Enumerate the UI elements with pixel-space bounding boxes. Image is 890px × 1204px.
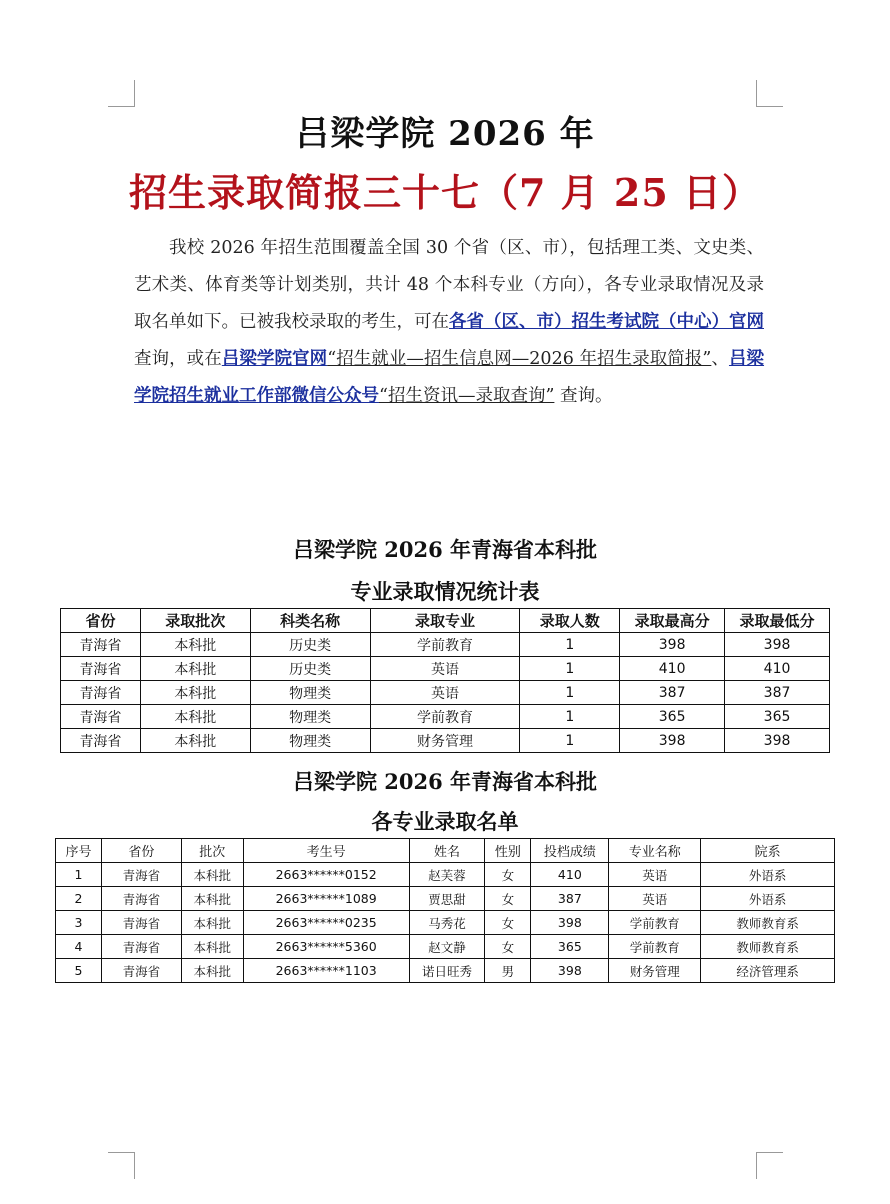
table-row: [56, 959, 835, 983]
cell-min-score: 365: [725, 705, 830, 729]
cell-category: 物理类: [250, 705, 370, 729]
website-path-text: “招生就业—招生信息网—2026 年招生录取简报”: [327, 349, 712, 369]
header-major: 录取专业: [370, 609, 520, 633]
header-department: 院系: [701, 839, 835, 863]
cell-count: 1: [520, 705, 620, 729]
cell-department: 经济管理系: [701, 959, 835, 983]
page-corner-mark: [756, 1152, 783, 1179]
cell-seq: 5: [56, 959, 102, 983]
cell-min-score: 387: [725, 681, 830, 705]
cell-seq: 2: [56, 887, 102, 911]
cell-max-score: 398: [620, 633, 725, 657]
cell-exam-number: 2663******0235: [243, 911, 409, 935]
admission-stats-table: [60, 608, 830, 753]
header-category: 科类名称: [250, 609, 370, 633]
cell-max-score: 387: [620, 681, 725, 705]
cell-batch: 本科批: [140, 657, 250, 681]
cell-province: 青海省: [101, 887, 181, 911]
cell-major: 英语: [609, 887, 701, 911]
roster-table-title: 吕梁学院 2026 年青海省本科批: [292, 769, 598, 794]
cell-batch: 本科批: [140, 729, 250, 753]
cell-province: 青海省: [101, 935, 181, 959]
cell-min-score: 410: [725, 657, 830, 681]
cell-province: 青海省: [101, 863, 181, 887]
cell-department: 外语系: [701, 887, 835, 911]
table-row: [56, 911, 835, 935]
cell-score: 365: [531, 935, 609, 959]
intro-text: 查询，或在: [134, 349, 222, 369]
cell-count: 1: [520, 633, 620, 657]
document-title: 吕梁学院 2026 年: [295, 114, 595, 154]
cell-batch: 本科批: [181, 863, 243, 887]
cell-batch: 本科批: [181, 887, 243, 911]
cell-province: 青海省: [61, 705, 141, 729]
page-corner-mark: [756, 80, 783, 107]
cell-province: 青海省: [61, 657, 141, 681]
college-website-link[interactable]: 吕梁学院官网: [221, 349, 328, 369]
cell-province: 青海省: [101, 959, 181, 983]
cell-min-score: 398: [725, 633, 830, 657]
table-header-row: [61, 609, 830, 633]
header-min-score: 录取最低分: [725, 609, 830, 633]
table-row: [56, 887, 835, 911]
cell-score: 398: [531, 959, 609, 983]
intro-paragraph: [134, 230, 764, 415]
cell-count: 1: [520, 657, 620, 681]
table-row: [61, 633, 830, 657]
cell-major: 英语: [370, 657, 520, 681]
header-seq: 序号: [56, 839, 102, 863]
cell-major: 英语: [609, 863, 701, 887]
cell-score: 410: [531, 863, 609, 887]
cell-batch: 本科批: [140, 681, 250, 705]
cell-gender: 女: [485, 935, 531, 959]
cell-name: 贾思甜: [409, 887, 485, 911]
header-name: 姓名: [409, 839, 485, 863]
cell-department: 教师教育系: [701, 911, 835, 935]
header-major: 专业名称: [609, 839, 701, 863]
cell-major: 财务管理: [370, 729, 520, 753]
page-corner-mark: [108, 1152, 135, 1179]
cell-batch: 本科批: [181, 935, 243, 959]
cell-category: 历史类: [250, 657, 370, 681]
cell-major: 财务管理: [609, 959, 701, 983]
cell-name: 赵文静: [409, 935, 485, 959]
cell-exam-number: 2663******1089: [243, 887, 409, 911]
cell-gender: 女: [485, 911, 531, 935]
cell-major: 学前教育: [370, 633, 520, 657]
cell-seq: 4: [56, 935, 102, 959]
cell-name: 诺日旺秀: [409, 959, 485, 983]
cell-province: 青海省: [61, 729, 141, 753]
table-row: [61, 705, 830, 729]
cell-category: 历史类: [250, 633, 370, 657]
cell-province: 青海省: [61, 681, 141, 705]
cell-seq: 3: [56, 911, 102, 935]
cell-batch: 本科批: [181, 911, 243, 935]
header-exam-number: 考生号: [243, 839, 409, 863]
intro-text: 我校 2026 年招生范围覆盖全国 30 个省（区、市），包括理工类、文史类、艺术类、体育类等计划类别，共计 48 个本科专业（方向），各专业录取情况及录取名单如下。已被我校录取的考生，可在: [134, 238, 764, 332]
cell-name: 赵芙蓉: [409, 863, 485, 887]
cell-exam-number: 2663******5360: [243, 935, 409, 959]
admission-roster-table: [55, 838, 835, 983]
intro-text: 、: [711, 349, 729, 369]
provincial-exam-office-link[interactable]: 各省（区、市）招生考试院（中心）官网: [449, 312, 764, 332]
cell-max-score: 365: [620, 705, 725, 729]
table-row: [61, 681, 830, 705]
cell-batch: 本科批: [140, 633, 250, 657]
cell-major: 英语: [370, 681, 520, 705]
header-province: 省份: [61, 609, 141, 633]
cell-exam-number: 2663******0152: [243, 863, 409, 887]
cell-max-score: 410: [620, 657, 725, 681]
cell-count: 1: [520, 681, 620, 705]
page-corner-mark: [108, 80, 135, 107]
table-header-row: [56, 839, 835, 863]
cell-max-score: 398: [620, 729, 725, 753]
cell-gender: 女: [485, 863, 531, 887]
table-row: [56, 863, 835, 887]
header-province: 省份: [101, 839, 181, 863]
cell-batch: 本科批: [140, 705, 250, 729]
cell-major: 学前教育: [370, 705, 520, 729]
cell-department: 教师教育系: [701, 935, 835, 959]
cell-major: 学前教育: [609, 935, 701, 959]
header-score: 投档成绩: [531, 839, 609, 863]
roster-table-subtitle: 各专业录取名单: [371, 809, 519, 834]
table-row: [56, 935, 835, 959]
intro-text: 查询。: [554, 386, 613, 406]
cell-count: 1: [520, 729, 620, 753]
stats-table-subtitle: 专业录取情况统计表: [350, 579, 540, 604]
cell-gender: 男: [485, 959, 531, 983]
table-row: [61, 657, 830, 681]
cell-province: 青海省: [101, 911, 181, 935]
cell-min-score: 398: [725, 729, 830, 753]
cell-name: 马秀花: [409, 911, 485, 935]
header-max-score: 录取最高分: [620, 609, 725, 633]
cell-gender: 女: [485, 887, 531, 911]
header-gender: 性别: [485, 839, 531, 863]
cell-score: 387: [531, 887, 609, 911]
cell-major: 学前教育: [609, 911, 701, 935]
cell-department: 外语系: [701, 863, 835, 887]
cell-category: 物理类: [250, 681, 370, 705]
document-subtitle: 招生录取简报三十七（7 月 25 日）: [128, 170, 761, 215]
table-row: [61, 729, 830, 753]
cell-batch: 本科批: [181, 959, 243, 983]
stats-table-title: 吕梁学院 2026 年青海省本科批: [292, 537, 598, 562]
cell-province: 青海省: [61, 633, 141, 657]
header-batch: 批次: [181, 839, 243, 863]
header-batch: 录取批次: [140, 609, 250, 633]
wechat-path-text: “招生资讯—录取查询”: [379, 386, 555, 406]
cell-category: 物理类: [250, 729, 370, 753]
wechat-account-link[interactable]: 吕梁学院招生就业工作部微信公众号: [134, 349, 765, 406]
cell-exam-number: 2663******1103: [243, 959, 409, 983]
cell-seq: 1: [56, 863, 102, 887]
header-count: 录取人数: [520, 609, 620, 633]
cell-score: 398: [531, 911, 609, 935]
